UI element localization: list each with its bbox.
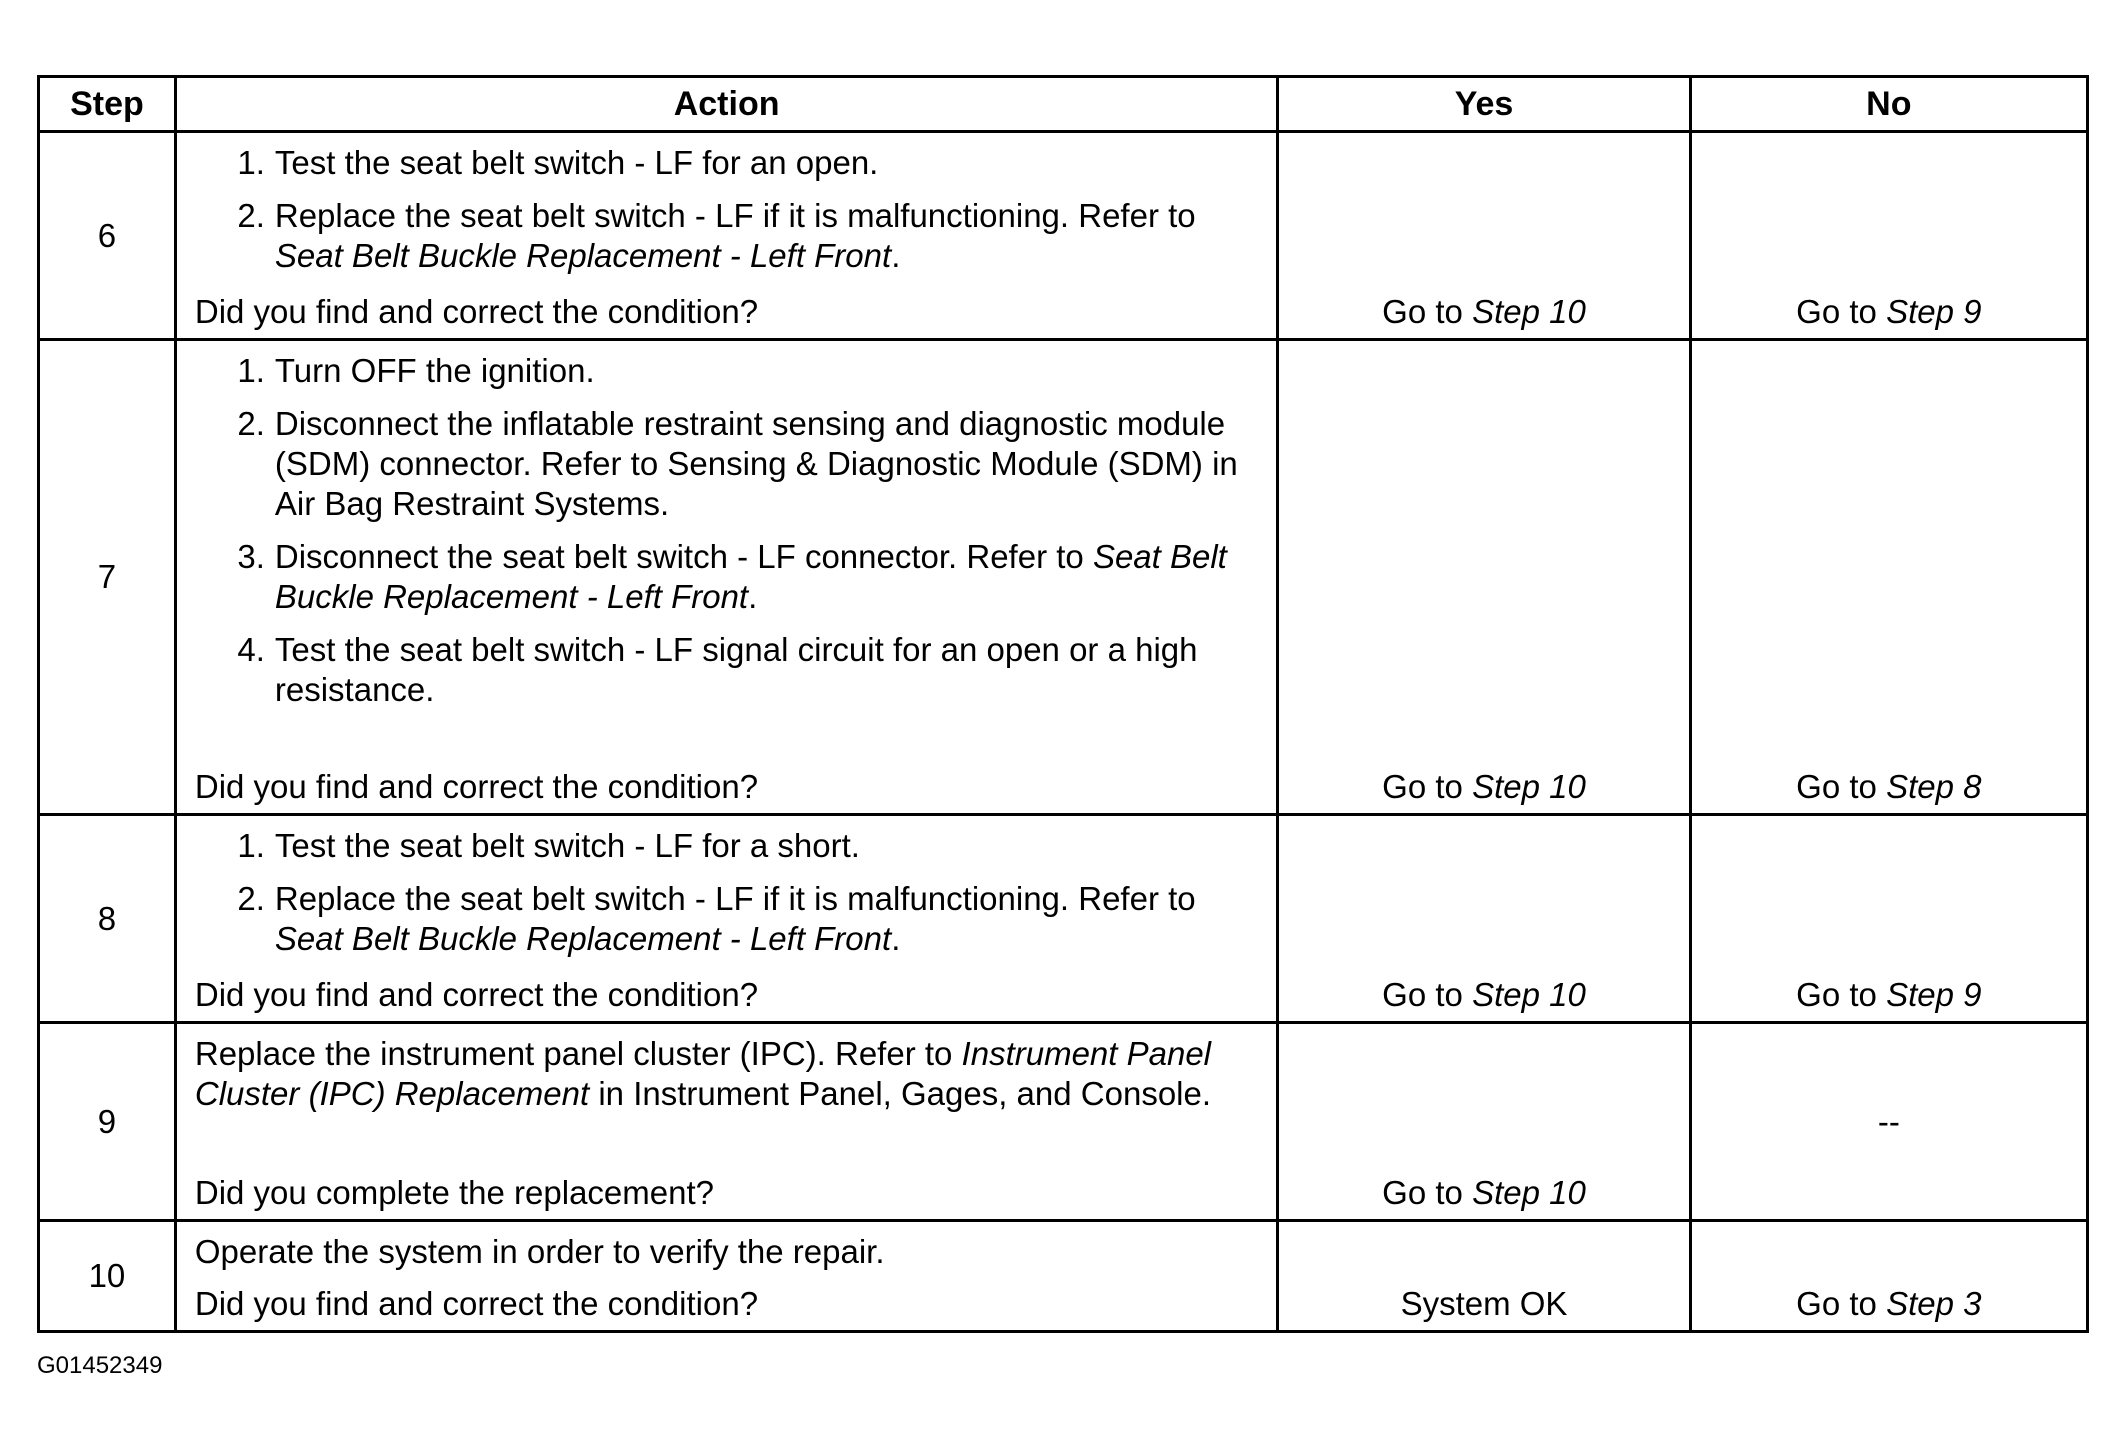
header-no: No — [1690, 77, 2087, 132]
yes-answer — [1279, 292, 1688, 332]
no-cell — [1690, 340, 2087, 815]
yes-answer — [1279, 1173, 1688, 1213]
action-text — [177, 1024, 1276, 1114]
question-text: Did you find and correct the condition? — [194, 1285, 759, 1322]
no-cell — [1690, 815, 2087, 1023]
table-row — [39, 1221, 2088, 1332]
item-text: Test the seat belt switch - LF for an open. — [274, 144, 879, 181]
list-item — [177, 879, 1266, 959]
step-number: 8 — [39, 815, 176, 1023]
step-reference: Step 10 — [1472, 293, 1586, 330]
no-answer — [1692, 1284, 2086, 1324]
list-item — [177, 196, 1266, 276]
yes-cell — [1278, 815, 1690, 1023]
answer-prefix: Go to — [1796, 976, 1887, 1013]
list-item — [177, 630, 1266, 710]
item-text-before: Replace the seat belt switch - LF if it is malfunctioning. Refer to — [274, 880, 1196, 917]
item-number: 4. — [237, 631, 265, 668]
answer-prefix: Go to — [1382, 768, 1473, 805]
reference-link: Instrument Panel Cluster (IPC) Replacement — [194, 1035, 1212, 1112]
list-item — [177, 826, 1266, 866]
item-number: 1. — [237, 827, 265, 864]
action-cell — [175, 815, 1277, 1023]
item-text — [275, 879, 1266, 959]
list-item — [177, 143, 1266, 183]
step-reference: Step 9 — [1886, 976, 1982, 1013]
no-answer — [1692, 975, 2086, 1015]
answer-prefix: Go to — [1382, 293, 1473, 330]
item-number: 2. — [237, 197, 265, 234]
answer-prefix: Go to — [1382, 976, 1473, 1013]
item-text-after: . — [748, 578, 758, 615]
step-number: 10 — [39, 1221, 176, 1332]
reference-link: Seat Belt Buckle Replacement - Left Front — [274, 920, 892, 957]
item-number: 2. — [237, 405, 265, 442]
table-row — [39, 340, 2088, 815]
action-text-after: in Instrument Panel, Gages, and Console. — [589, 1075, 1212, 1112]
figure-id: G01452349 — [37, 1352, 163, 1379]
header-yes: Yes — [1278, 77, 1690, 132]
action-cell — [175, 132, 1277, 340]
no-answer-dash: -- — [1877, 1102, 1900, 1140]
no-cell — [1690, 1221, 2087, 1332]
question-text: Did you find and correct the condition? — [194, 293, 759, 330]
item-text-before: Disconnect the seat belt switch - LF connector. Refer to — [274, 538, 1093, 575]
action-cell — [175, 340, 1277, 815]
list-item — [177, 404, 1266, 524]
item-text: Disconnect the inflatable restraint sensing and diagnostic module (SDM) connector. Refer to Sensing & Diagnostic Module (SDM) in Air Bag Restraint Systems. — [274, 405, 1238, 522]
step-reference: Step 9 — [1886, 293, 1982, 330]
table-row — [39, 132, 2088, 340]
answer-prefix: Go to — [1796, 1285, 1887, 1322]
header-step: Step — [39, 77, 176, 132]
step-reference: Step 3 — [1886, 1285, 1982, 1322]
item-text-after: . — [891, 237, 901, 274]
list-item — [177, 537, 1266, 617]
item-text-after: . — [891, 920, 901, 957]
action-cell — [175, 1023, 1277, 1221]
header-action: Action — [175, 77, 1277, 132]
action-text-before: Replace the instrument panel cluster (IPC). Refer to — [194, 1035, 962, 1072]
question-text: Did you find and correct the condition? — [194, 976, 759, 1013]
action-list — [177, 341, 1276, 710]
item-number: 3. — [237, 538, 265, 575]
reference-link: Seat Belt Buckle Replacement - Left Front — [274, 538, 1227, 615]
item-number: 2. — [237, 880, 265, 917]
step-reference: Step 10 — [1472, 768, 1586, 805]
step-reference: Step 10 — [1472, 1174, 1586, 1211]
header-row — [39, 77, 2088, 132]
item-text-before: Replace the seat belt switch - LF if it is malfunctioning. Refer to — [274, 197, 1196, 234]
action-cell — [175, 1221, 1277, 1332]
reference-link: Seat Belt Buckle Replacement - Left Front — [274, 237, 892, 274]
yes-answer: System OK — [1400, 1285, 1568, 1322]
list-item — [177, 351, 1266, 391]
item-number: 1. — [237, 144, 265, 181]
table-row — [39, 1023, 2088, 1221]
table-row — [39, 815, 2088, 1023]
item-text — [275, 196, 1266, 276]
step-number: 9 — [39, 1023, 176, 1221]
no-cell — [1690, 132, 2087, 340]
question-text: Did you find and correct the condition? — [194, 768, 759, 805]
answer-prefix: Go to — [1382, 1174, 1473, 1211]
yes-cell — [1278, 132, 1690, 340]
item-text: Turn OFF the ignition. — [274, 352, 595, 389]
yes-answer — [1279, 975, 1688, 1015]
step-number: 6 — [39, 132, 176, 340]
yes-cell — [1278, 340, 1690, 815]
item-number: 1. — [237, 352, 265, 389]
answer-prefix: Go to — [1796, 293, 1887, 330]
action-list — [177, 133, 1276, 276]
no-cell — [1690, 1023, 2087, 1221]
step-reference: Step 8 — [1886, 768, 1982, 805]
yes-cell — [1278, 1023, 1690, 1221]
step-reference: Step 10 — [1472, 976, 1586, 1013]
yes-cell — [1278, 1221, 1690, 1332]
question-text: Did you complete the replacement? — [194, 1174, 714, 1211]
diagnostic-table — [37, 75, 2089, 1333]
no-answer — [1692, 292, 2086, 332]
item-text — [275, 537, 1266, 617]
item-text: Test the seat belt switch - LF signal circuit for an open or a high resistance. — [274, 631, 1198, 708]
no-answer — [1692, 767, 2086, 807]
item-text: Test the seat belt switch - LF for a short. — [274, 827, 860, 864]
action-text: Operate the system in order to verify the repair. — [194, 1233, 885, 1270]
step-number: 7 — [39, 340, 176, 815]
action-list — [177, 816, 1276, 959]
answer-prefix: Go to — [1796, 768, 1887, 805]
yes-answer — [1279, 767, 1688, 807]
